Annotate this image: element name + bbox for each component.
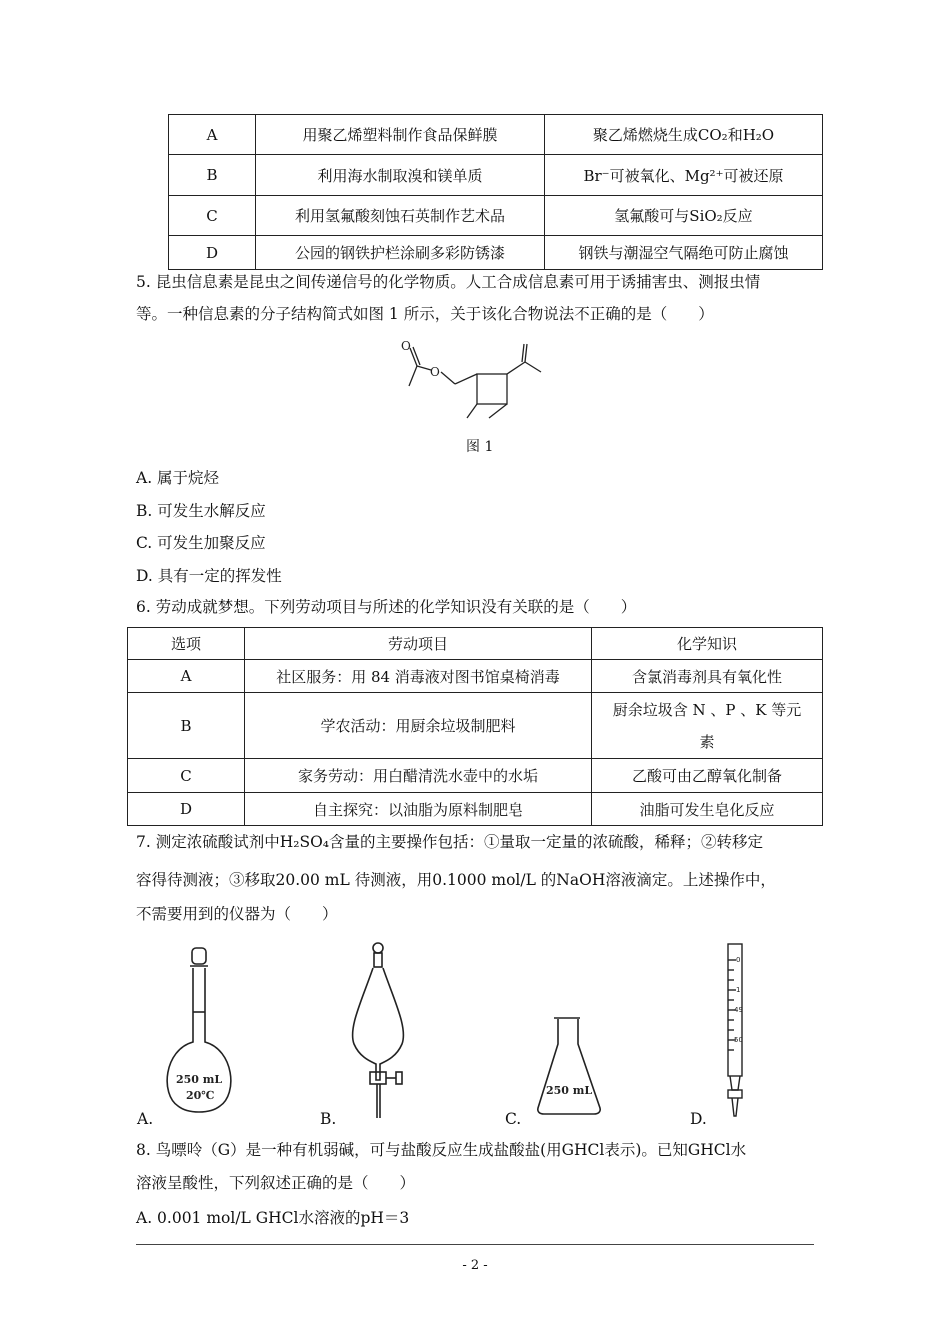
row-label: A xyxy=(169,115,256,155)
q7-option-a: A. xyxy=(137,1110,154,1128)
header-option: 选项 xyxy=(128,628,245,660)
knowledge-cell: 油脂可发生皂化反应 xyxy=(592,793,823,826)
activity-cell: 利用海水制取溴和镁单质 xyxy=(256,155,545,196)
row-label: C xyxy=(128,759,245,793)
row-label: C xyxy=(169,196,256,236)
q5-option-d: D. 具有一定的挥发性 xyxy=(136,567,282,585)
header-activity: 劳动项目 xyxy=(245,628,592,660)
figure-caption: 图 1 xyxy=(466,439,494,455)
row-label: D xyxy=(128,793,245,826)
activity-cell: 自主探究：以油脂为原料制肥皂 xyxy=(245,793,592,826)
table-row xyxy=(169,196,823,236)
activity-cell: 利用氢氟酸刻蚀石英制作艺术品 xyxy=(256,196,545,236)
table-row xyxy=(128,793,823,826)
table-row xyxy=(169,236,823,270)
burette-mark: 1 xyxy=(736,986,741,994)
q7-option-c: C. xyxy=(505,1110,522,1128)
knowledge-cell: 聚乙烯燃烧生成CO₂和H₂O xyxy=(545,115,823,155)
oxygen-atom-label: O xyxy=(401,339,411,353)
table-row xyxy=(169,155,823,196)
q7-stem-line3: 不需要用到的仪器为（ ） xyxy=(136,905,338,923)
activity-cell: 家务劳动：用白醋清洗水壶中的水垢 xyxy=(245,759,592,793)
burette-mark: 50 xyxy=(734,1036,743,1044)
knowledge-line2: 素 xyxy=(699,732,715,751)
activity-cell: 公园的钢铁护栏涂刷多彩防锈漆 xyxy=(256,236,545,270)
separatory-funnel-image xyxy=(346,940,412,1120)
knowledge-cell: 含氯消毒剂具有氧化性 xyxy=(592,660,823,693)
flask-temperature-label: 20℃ xyxy=(186,1089,215,1102)
page-number: - 2 - xyxy=(462,1258,488,1273)
q8-stem-line2: 溶液呈酸性，下列叙述正确的是（ ） xyxy=(136,1174,416,1192)
table-row xyxy=(169,115,823,155)
table-row xyxy=(128,759,823,793)
burette-image xyxy=(718,940,754,1122)
oxygen-atom-label: O xyxy=(430,365,440,379)
knowledge-cell: Br⁻可被氧化、Mg²⁺可被还原 xyxy=(545,155,823,196)
molecule-structure-figure xyxy=(395,336,555,420)
activity-cell: 社区服务：用 84 消毒液对图书馆桌椅消毒 xyxy=(245,660,592,693)
erlenmeyer-volume-label: 250 mL xyxy=(546,1084,593,1097)
footer-divider xyxy=(136,1244,814,1245)
q5-option-c: C. 可发生加聚反应 xyxy=(136,534,266,552)
row-label: D xyxy=(169,236,256,270)
row-label: A xyxy=(128,660,245,693)
q6-table xyxy=(127,627,823,826)
activity-cell: 学农活动：用厨余垃圾制肥料 xyxy=(245,693,592,759)
q5-option-b: B. 可发生水解反应 xyxy=(136,502,266,520)
q8-option-a: A. 0.001 mol/L GHCl水溶液的pH＝3 xyxy=(136,1209,410,1227)
table-row xyxy=(128,660,823,693)
header-knowledge: 化学知识 xyxy=(592,628,823,660)
q7-stem-line2: 容得待测液；③移取20.00 mL 待测液，用0.1000 mol/L 的NaOH溶液滴定。上述操作中， xyxy=(136,871,776,889)
row-label: B xyxy=(128,693,245,759)
top-table xyxy=(168,114,823,270)
activity-cell: 用聚乙烯塑料制作食品保鲜膜 xyxy=(256,115,545,155)
erlenmeyer-flask-image xyxy=(532,1014,608,1116)
q5-stem-line1: 5. 昆虫信息素是昆虫之间传递信号的化学物质。人工合成信息素可用于诱捕害虫、测报虫情 xyxy=(136,273,761,291)
knowledge-cell: 氢氟酸可与SiO₂反应 xyxy=(545,196,823,236)
q7-stem-line1: 7. 测定浓硫酸试剂中H₂SO₄含量的主要操作包括：①量取一定量的浓硫酸，稀释；②转移定 xyxy=(136,833,763,851)
q5-option-a: A. 属于烷烃 xyxy=(136,469,220,487)
burette-mark: 49 xyxy=(734,1006,743,1014)
q6-stem: 6. 劳动成就梦想。下列劳动项目与所述的化学知识没有关联的是（ ） xyxy=(136,598,637,616)
table-header-row xyxy=(128,628,823,660)
table-row xyxy=(128,693,823,759)
knowledge-cell: 乙酸可由乙醇氧化制备 xyxy=(592,759,823,793)
knowledge-cell xyxy=(592,693,823,759)
flask-volume-label: 250 mL xyxy=(176,1073,223,1086)
burette-mark: 0 xyxy=(736,956,741,964)
q8-stem-line1: 8. 鸟嘌呤（G）是一种有机弱碱，可与盐酸反应生成盐酸盐(用GHCl表示)。已知GHCl水 xyxy=(136,1141,747,1159)
volumetric-flask-image xyxy=(158,944,240,1116)
knowledge-cell: 钢铁与潮湿空气隔绝可防止腐蚀 xyxy=(545,236,823,270)
q7-option-d: D. xyxy=(690,1110,707,1128)
q7-option-b: B. xyxy=(320,1110,337,1128)
knowledge-line1: 厨余垃圾含 N 、P 、K 等元 xyxy=(612,700,802,719)
q5-stem-line2: 等。一种信息素的分子结构简式如图 1 所示，关于该化合物说法不正确的是（ ） xyxy=(136,305,714,323)
row-label: B xyxy=(169,155,256,196)
